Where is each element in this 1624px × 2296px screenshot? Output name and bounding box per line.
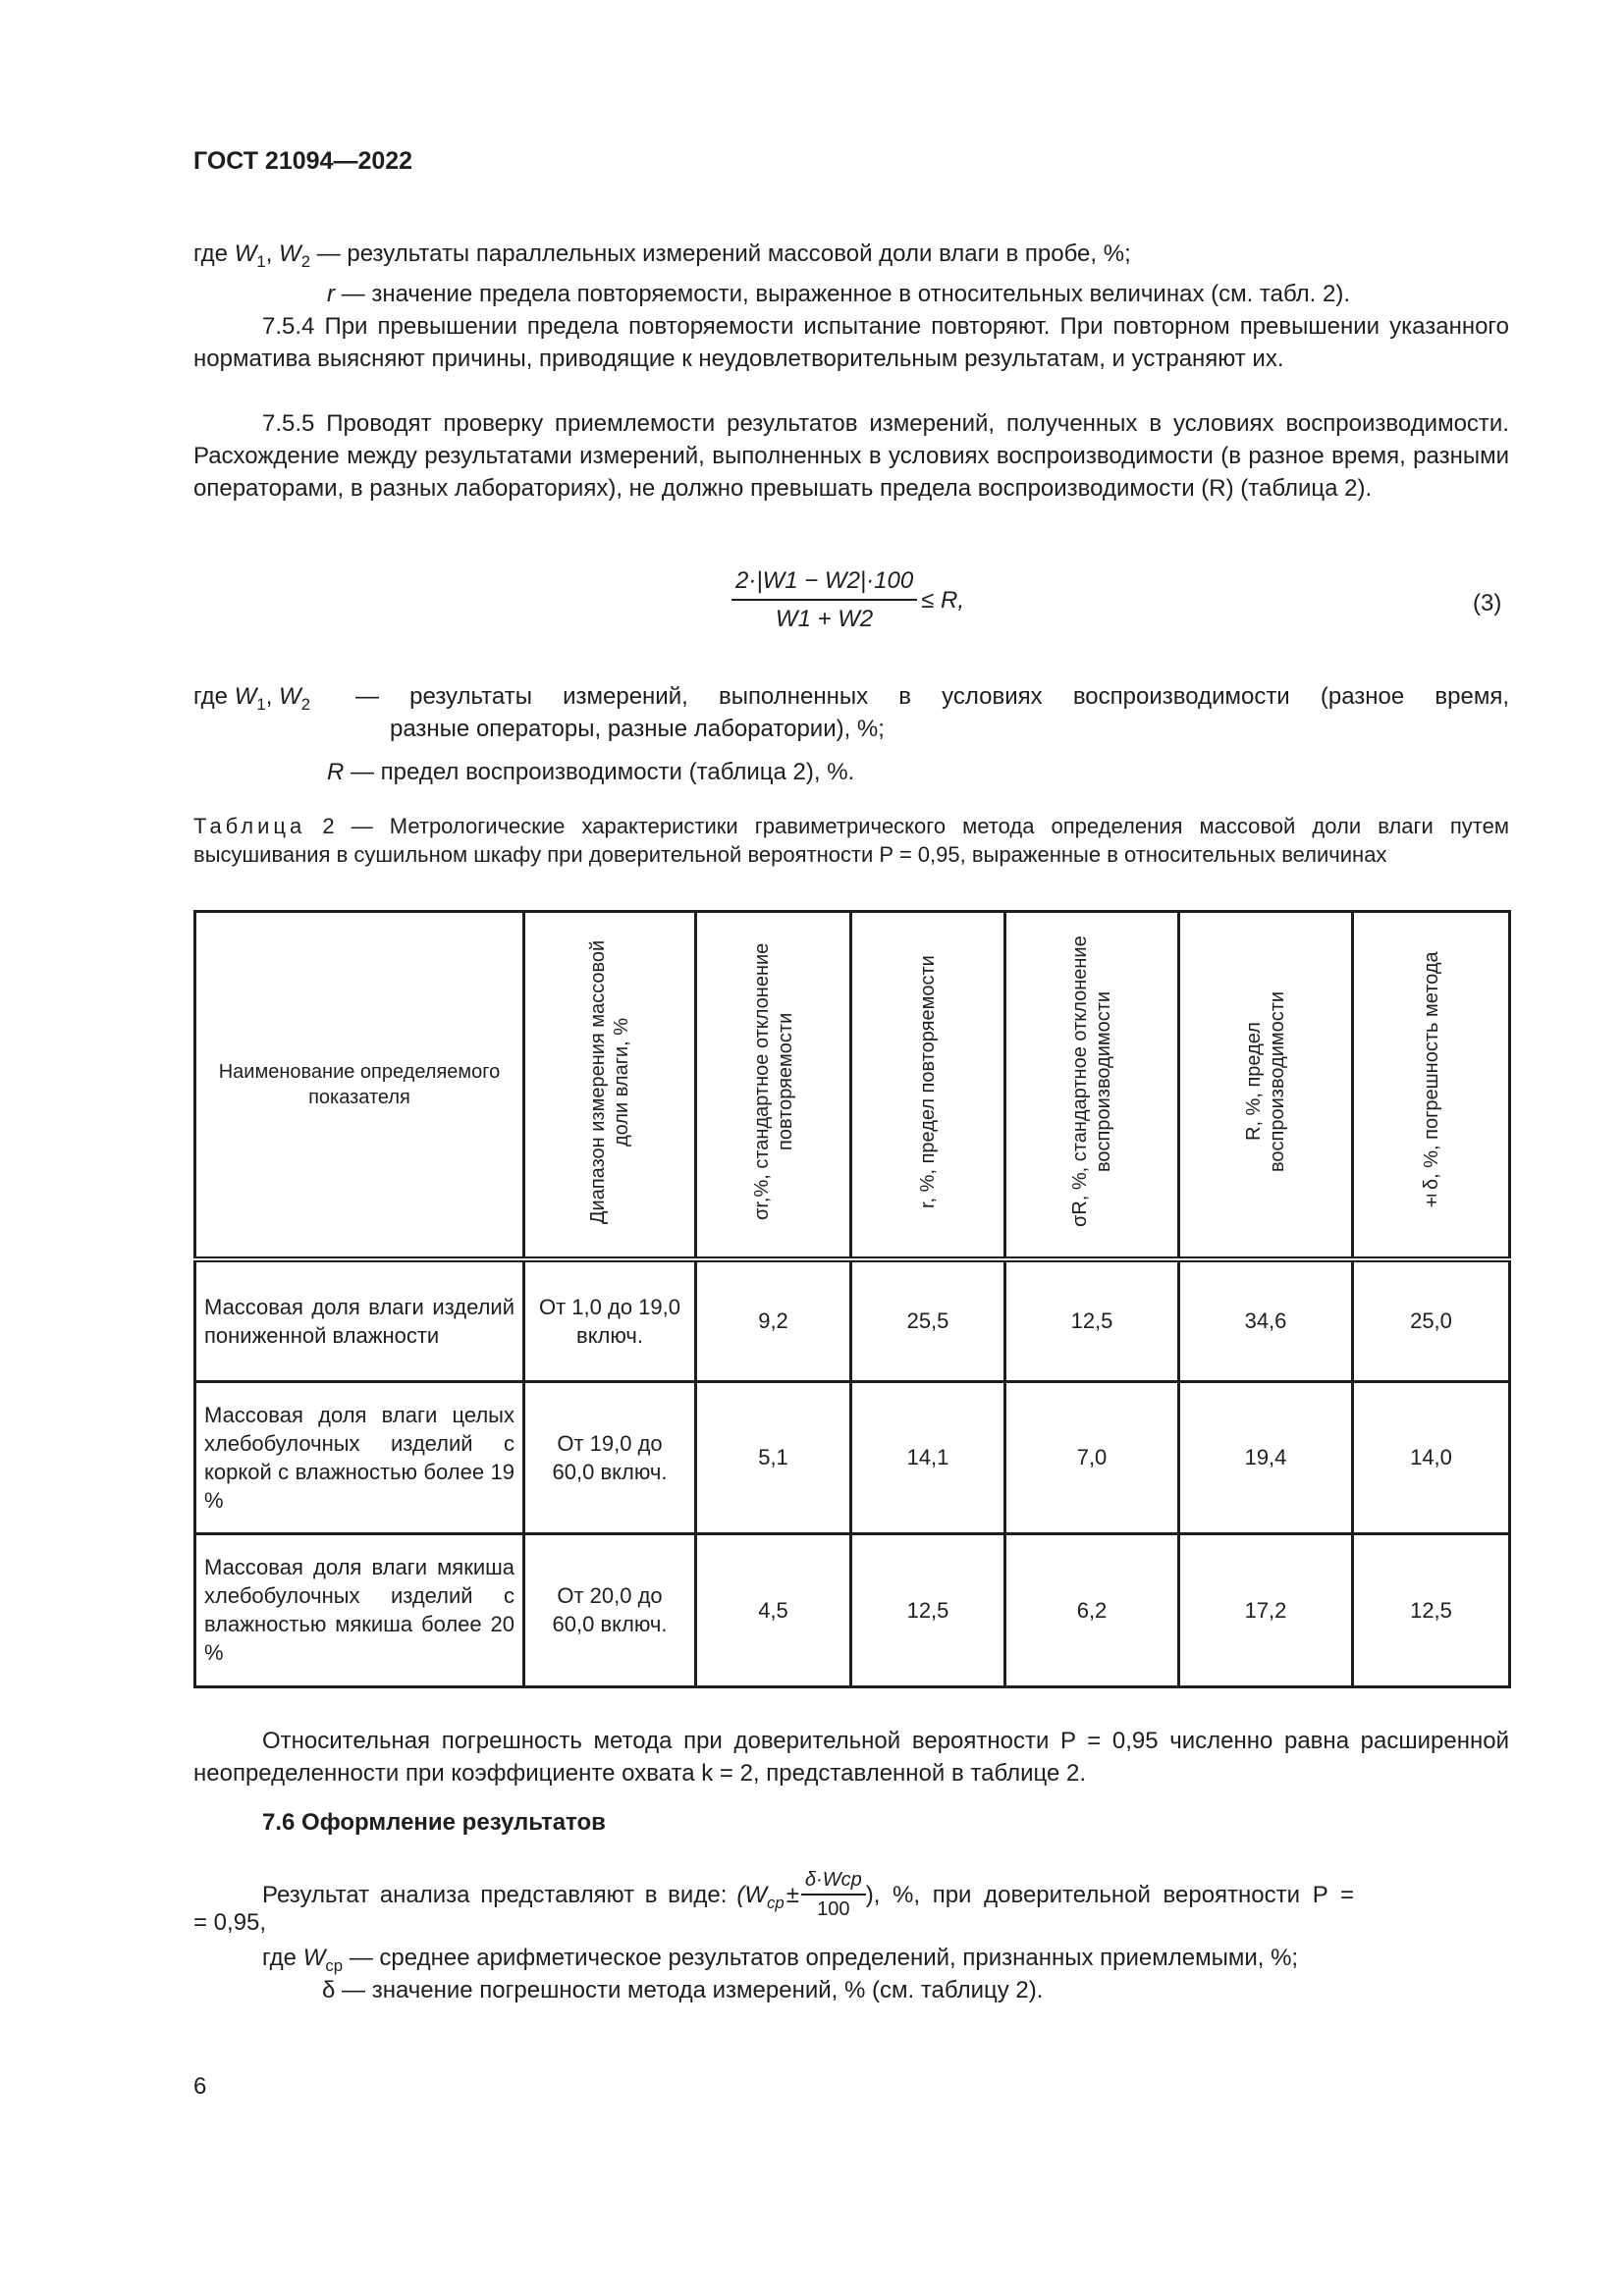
w-definition-line2: разные операторы, разные лаборатории), %; xyxy=(390,716,885,742)
section-7-6-title: 7.6 Оформление результатов xyxy=(262,1809,606,1836)
cell-sigma-r: 5,1 xyxy=(696,1381,851,1533)
w-definition-line1: — результаты измерений, выполненных в условиях воспроизводимости (разное время, xyxy=(355,683,1509,710)
cell-range: От 19,0 до 60,0 включ. xyxy=(524,1381,696,1533)
r-symbol: r xyxy=(327,281,335,307)
definition-wcp: где $W_{ср}$ — среднее арифметическое результатов определений, признанных приемлемыми, %; xyxy=(262,1945,1299,1975)
definition-R xyxy=(327,756,854,788)
cell-name: Массовая доля влаги изделий пониженной влажности xyxy=(195,1259,524,1381)
formula-3-number: (3) xyxy=(1473,590,1502,616)
uncertainty-note: Относительная погрешность метода при доверительной вероятности P = 0,95 численно равна расширенной неопределенности при коэффициенте охвата k = 2, представленной в таблице 2. xyxy=(193,1728,1509,1787)
formula-3-relation: ≤ R, xyxy=(921,586,965,614)
delta-definition: — значение погрешности метода измерений, % (см. таблицу 2). xyxy=(342,1977,1044,2003)
wcp-definition: — среднее арифметическое результатов определений, признанных приемлемыми, %; xyxy=(349,1945,1299,1971)
result-prefix: Результат анализа представляют в виде: xyxy=(262,1881,728,1908)
formula-3-fraction xyxy=(731,564,917,635)
w1-subscript: 1 xyxy=(256,251,266,271)
header-range: Диапазон измерения массовой доли влаги, % xyxy=(524,912,696,1260)
header-delta: ±δ, %, погрешность метода xyxy=(1353,912,1510,1260)
paragraph-7-5-5: 7.5.5 Проводят проверку приемлемости результатов измерений, полученных в условиях воспроизводимости. Расхождение между результатами измерений, выполненных в условиях воспроизводимости (в разное время, разными операторами, в разных лабораториях), не должно превышать предела воспроизводимости (R) (таблица 2). xyxy=(193,410,1509,502)
cell-sigma-r: 9,2 xyxy=(696,1259,851,1381)
cell-delta: 12,5 xyxy=(1353,1533,1510,1686)
cell-r: 12,5 xyxy=(851,1533,1005,1686)
table-header-row xyxy=(195,912,1510,1260)
header-name: Наименование определяемого показателя xyxy=(195,912,524,1260)
cell-sigma-R: 12,5 xyxy=(1005,1259,1179,1381)
cell-r: 14,1 xyxy=(851,1381,1005,1533)
definition-delta xyxy=(322,1974,1043,2006)
w-definition: — результаты параллельных измерений массовой доли влаги в пробе, %; xyxy=(316,240,1131,267)
table-row xyxy=(195,1381,1510,1533)
w1-symbol: W xyxy=(234,240,257,267)
table-2 xyxy=(193,910,1511,1688)
result-fraction-denominator: 100 xyxy=(817,1898,850,1920)
result-fraction-numerator: δ·Wср xyxy=(801,1868,866,1896)
R-symbol: R xyxy=(327,759,345,785)
plus-minus: ± xyxy=(785,1881,799,1908)
header-sigma-r: σr,%, стандартное отклонение повторяемости xyxy=(696,912,851,1260)
where-prefix: где xyxy=(193,240,229,267)
cell-R: 19,4 xyxy=(1179,1381,1353,1533)
wcp-symbol: W xyxy=(302,1945,326,1971)
paragraph-7-5-4: 7.5.4 При превышении предела повторяемости испытание повторяют. При повторном превышении указанного норматива выясняют причины, приводящие к неудовлетворительным результатам, и устраняют их. xyxy=(193,313,1509,372)
cell-sigma-R: 6,2 xyxy=(1005,1533,1179,1686)
cell-delta: 25,0 xyxy=(1353,1259,1510,1381)
cell-name: Массовая доля влаги целых хлебобулочных изделий с коркой с влажностью более 19 % xyxy=(195,1381,524,1533)
caption-number: 2 xyxy=(322,814,335,838)
page-number: 6 xyxy=(193,2073,207,2100)
R-definition: — предел воспроизводимости (таблица 2), %. xyxy=(351,759,855,785)
cell-name: Массовая доля влаги мякиша хлебобулочных изделий с влажностью мякиша более 20 % xyxy=(195,1533,524,1686)
cell-sigma-r: 4,5 xyxy=(696,1533,851,1686)
formula-3-numerator: 2·|W1 − W2|·100 xyxy=(731,564,917,601)
cell-sigma-R: 7,0 xyxy=(1005,1381,1179,1533)
result-suffix: ), %, при доверительной вероятности P = xyxy=(865,1881,1354,1908)
table-2-caption xyxy=(193,812,1509,869)
r-definition: — значение предела повторяемости, выраженное в относительных величинах (см. табл. 2). xyxy=(341,281,1351,307)
caption-label: Таблица xyxy=(193,814,306,838)
definition-w1-w2: где $W_1$, $W_2$ — результаты параллельных измерений массовой доли влаги в пробе, %; xyxy=(193,240,1131,271)
w2-subscript: 2 xyxy=(300,251,311,271)
header-R: R, %, предел воспроизводимости xyxy=(1179,912,1353,1260)
formula-3-denominator: W1 + W2 xyxy=(775,606,874,632)
w2-symbol: W xyxy=(279,240,301,267)
result-continuation: = 0,95, xyxy=(193,1909,267,1936)
result-statement xyxy=(262,1868,1354,1921)
result-formula-open: ($W_{ср}$ xyxy=(736,1881,785,1912)
definition-w1-w2-reproducibility: где $W_1$, $W_2$ xyxy=(193,683,311,714)
document-header: ГОСТ 21094—2022 xyxy=(193,147,413,175)
cell-r: 25,5 xyxy=(851,1259,1005,1381)
definition-r xyxy=(327,278,1350,310)
header-sigma-R: σR, %, стандартное отклонение воспроизводимости xyxy=(1005,912,1179,1260)
header-r: r, %, предел повторяемости xyxy=(851,912,1005,1260)
caption-text: — Метрологические характеристики гравиметрического метода определения массовой доли влаги путем высушивания в сушильном шкафу при доверительной вероятности P = 0,95, выраженные в относительных величинах xyxy=(193,814,1509,867)
table-row xyxy=(195,1259,1510,1381)
cell-delta: 14,0 xyxy=(1353,1381,1510,1533)
result-fraction xyxy=(801,1868,866,1921)
formula-3 xyxy=(731,564,964,635)
table-row xyxy=(195,1533,1510,1686)
cell-R: 17,2 xyxy=(1179,1533,1353,1686)
delta-symbol: δ xyxy=(322,1977,336,2003)
cell-R: 34,6 xyxy=(1179,1259,1353,1381)
where-prefix: где xyxy=(193,683,229,710)
cell-range: От 20,0 до 60,0 включ. xyxy=(524,1533,696,1686)
cell-range: От 1,0 до 19,0 включ. xyxy=(524,1259,696,1381)
